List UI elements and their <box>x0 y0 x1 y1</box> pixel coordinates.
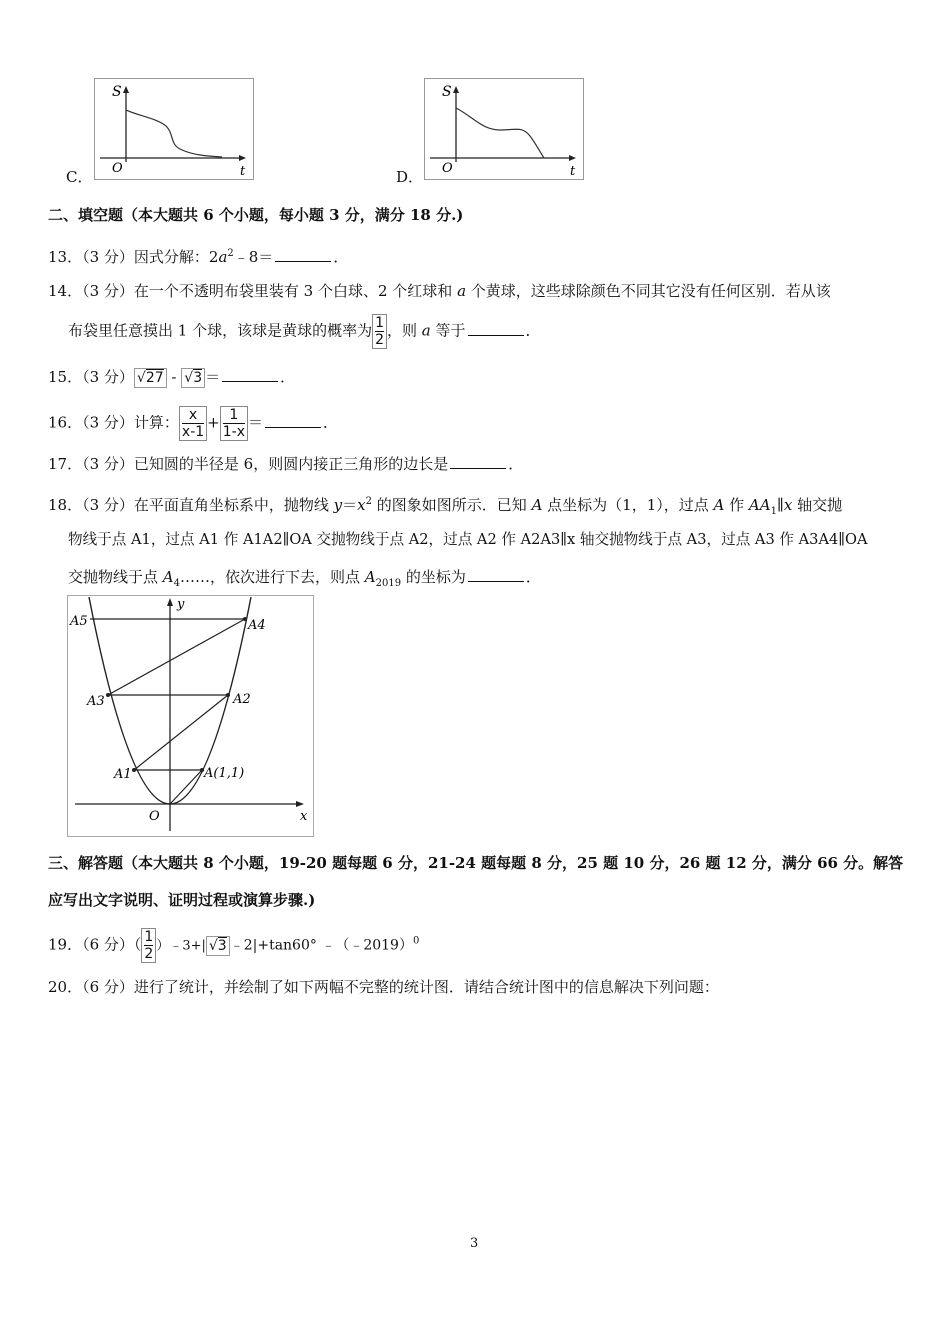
q19-exp: ）﹣3+| <box>156 938 206 954</box>
q18-parallel: ∥ <box>776 496 784 514</box>
q18-y: y <box>333 496 343 514</box>
q14-line1a: 14．（3 分）在一个不透明布袋里装有 3 个白球、2 个红球和 <box>48 282 458 300</box>
label-a1: A1 <box>114 767 132 782</box>
q18-sup: 2 <box>365 496 373 507</box>
answer-blank[interactable] <box>468 567 524 582</box>
q15-radical-1: √27 <box>134 368 167 388</box>
q18-AA: AA <box>748 496 771 514</box>
answer-blank[interactable] <box>275 247 331 262</box>
q18-A2: A <box>713 496 725 514</box>
q18-A: A <box>531 496 543 514</box>
q14-var2: a <box>421 321 431 340</box>
q14-frac-den: 2 <box>375 332 385 348</box>
q15-rad2-value: 3 <box>193 370 203 386</box>
q15-eq: ＝ <box>205 368 221 386</box>
q13-prefix: 13．（3 分）因式分解：2 <box>48 248 219 266</box>
answer-blank[interactable] <box>265 413 321 428</box>
graph-c <box>94 78 254 180</box>
q15-end: ． <box>280 368 296 386</box>
q18-xaxis: x <box>783 496 793 514</box>
q17-end: ． <box>508 455 524 473</box>
q18-x: x <box>357 496 366 514</box>
question-16 <box>48 406 338 441</box>
graph-d <box>424 78 584 180</box>
label-x: x <box>300 809 308 824</box>
q17-text: 17．（3 分）已知圆的半径是 6，则圆内接正三角形的边长是 <box>48 455 449 473</box>
q18-l2: 物线于点 A1，过点 A1 作 A1A2∥OA 交抛物线于点 A2，过点 A2 作 A2A3∥x 轴交抛物线于点 A3，过点 A3 作 A3A4∥OA <box>68 531 868 548</box>
answer-blank[interactable] <box>222 367 278 382</box>
question-14-line1 <box>48 280 831 302</box>
q16-f1-num: x <box>182 407 204 424</box>
q16-eq: ＝ <box>247 413 263 432</box>
q18-l3a: 交抛物线于点 <box>68 568 163 586</box>
q19-frac-num: 1 <box>144 929 154 945</box>
q19-sup: 0 <box>412 935 420 947</box>
section2-title: 二、填空题（本大题共 6 个小题，每小题 3 分，满分 18 分.) <box>48 206 464 224</box>
q14-fraction <box>372 314 387 349</box>
q14-line2b: ，则 <box>387 321 422 340</box>
q15-prefix: 15．（3 分） <box>48 368 134 386</box>
q13-sup: 2 <box>227 248 234 259</box>
q16-prefix: 16．（3 分）计算： <box>48 413 179 432</box>
section3-title-line2: 应写出文字说明、证明过程或演算步骤.) <box>48 891 316 909</box>
q16-plus: + <box>207 413 220 432</box>
q16-f2-den: 1-x <box>222 424 245 440</box>
q16-f2-num: 1 <box>223 407 245 424</box>
s-axis-label: S <box>442 84 452 100</box>
q18-l3c: 的坐标为 <box>401 568 466 586</box>
q18-l1c: 点坐标为（1，1），过点 <box>542 496 714 514</box>
q19-frac-den: 2 <box>144 946 154 962</box>
q18-eq: ＝ <box>342 496 358 514</box>
q19-radical: √3 <box>206 936 230 956</box>
q16-f1-den: x-1 <box>181 424 205 440</box>
section3-title-line1: 三、解答题（本大题共 8 个小题，19-20 题每题 6 分，21-24 题每题 8 分，25 题 10 分，26 题 12 分，满分 66 分。解答 <box>48 854 904 872</box>
q15-radical-2: √3 <box>181 368 205 388</box>
q16-end: ． <box>323 413 339 432</box>
q13-var: a <box>218 248 228 266</box>
q18-end: ． <box>525 568 541 586</box>
s-axis-label: S <box>112 84 122 100</box>
q18-l1g: 轴交抛 <box>792 496 843 514</box>
q15-rad1-value: 27 <box>145 370 164 386</box>
q19-fraction <box>141 928 156 963</box>
q14-line1b: 个黄球，这些球除颜色不同其它没有任何区别．若从该 <box>466 282 831 300</box>
q18-l1b: 的图象如图所示．已知 <box>372 496 532 514</box>
option-c-label: C． <box>66 168 93 186</box>
question-15 <box>48 366 295 388</box>
q18-l3b: ……，依次进行下去，则点 <box>180 568 365 586</box>
question-13 <box>48 243 348 268</box>
label-a2: A2 <box>233 692 251 707</box>
q19-prefix: 19．（6 分）（ <box>48 935 142 954</box>
q16-fraction-2 <box>220 406 248 441</box>
option-d-label: D． <box>396 168 424 186</box>
label-a: A(1,1) <box>204 766 245 781</box>
q14-line2c: 等于 <box>430 321 466 340</box>
q18-sub: 1 <box>770 506 777 517</box>
q14-frac-num: 1 <box>375 315 385 331</box>
page-number: 3 <box>470 1236 479 1251</box>
q18-l1d: 作 <box>724 496 749 514</box>
answer-blank[interactable] <box>450 454 506 469</box>
question-17 <box>48 453 523 475</box>
q16-fraction-1 <box>179 406 207 441</box>
question-19 <box>48 928 419 963</box>
label-origin: O <box>149 809 160 824</box>
origin-label: O <box>112 161 123 176</box>
label-a3: A3 <box>87 694 105 709</box>
label-a5: A5 <box>70 614 88 629</box>
question-20: 20．（6 分）进行了统计，并绘制了如下两幅不完整的统计图．请结合统计图中的信息解决下列问题： <box>48 978 719 996</box>
question-18-line1 <box>48 491 842 523</box>
q15-minus: - <box>166 368 182 386</box>
q13-rest: ﹣8＝ <box>233 248 274 266</box>
q14-var: a <box>457 282 467 300</box>
parabola-figure <box>67 595 314 837</box>
label-a4: A4 <box>248 618 266 633</box>
q18-l1a: 18．（3 分）在平面直角坐标系中，抛物线 <box>48 496 334 514</box>
question-18-line3: 交抛物线于点 $A_4\dots\dots$，依次进行下去，则点 $A_{2019}$ 的坐标为 ． <box>68 568 541 589</box>
q14-line2a: 布袋里任意摸出 1 个球，该球是黄球的概率为 <box>68 321 373 340</box>
answer-blank[interactable] <box>468 321 524 336</box>
label-y: y <box>177 597 185 612</box>
t-axis-label: t <box>240 164 246 179</box>
t-axis-label: t <box>570 164 576 179</box>
origin-label: O <box>442 161 453 176</box>
q14-end: ． <box>525 321 541 340</box>
question-14-line2 <box>68 314 541 349</box>
q13-end: ． <box>333 248 349 266</box>
q19-rad-value: 3 <box>217 937 227 954</box>
question-18-line2 <box>68 529 868 551</box>
q19-rest: ﹣2|+tan60° ﹣（﹣2019） <box>229 937 413 954</box>
